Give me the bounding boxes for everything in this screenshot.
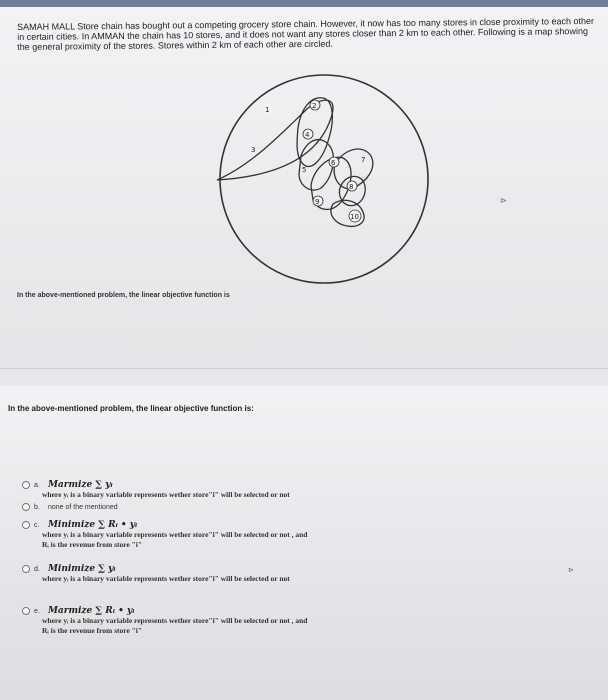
radio-option-b[interactable] [22,503,30,511]
option-b[interactable] [22,503,118,511]
option-c-formula: Minimize ∑ Rᵢ • yᵢ [47,520,138,530]
option-a-line-1: where yᵢ is a binary variable represents wether store"i" will be selected or not [42,490,290,499]
option-a-formula: Marmize ∑ yᵢ [47,480,113,490]
option-a[interactable] [22,480,290,500]
option-a-letter: a. [34,482,40,489]
store-label-8: 8 [349,183,354,191]
question-title: In the above-mentioned problem, the linear objective function is: [8,404,254,413]
store-proximity-map [213,68,435,290]
option-d-line-1: where yᵢ is a binary variable represents wether store"i" will be selected or not [42,574,290,583]
store-label-9: 9 [315,198,320,206]
option-e-letter: e. [34,608,40,615]
store-label-7: 7 [361,156,366,164]
option-d[interactable] [22,564,290,584]
option-c-letter: c. [34,522,40,529]
question-panel [0,386,608,700]
store-label-10: 10 [350,213,359,221]
option-d-letter: d. [34,566,40,573]
store-label-3: 3 [251,146,256,154]
city-boundary [220,75,428,283]
scroll-marker: ⊳ [500,196,507,205]
option-b-text: none of the mentioned [47,503,118,511]
top-question-text: In the above-mentioned problem, the linear objective function is [17,292,230,299]
radio-option-e[interactable] [22,607,30,615]
store-label-2: 2 [312,102,317,110]
scroll-marker-bottom: ⊳ [568,567,574,574]
option-c-line-2: Rᵢ is the revenue from store "i" [42,540,143,549]
option-d-formula: Minimize ∑ yᵢ [47,564,116,574]
option-e-line-1: where yᵢ is a binary variable represents wether store"i" will be selected or not , and [42,616,308,625]
store-label-4: 4 [305,131,310,139]
option-e-formula: Marmize ∑ Rᵢ • yᵢ [47,606,135,616]
store-label-5: 5 [302,166,307,174]
option-b-letter: b. [34,503,40,511]
radio-option-a[interactable] [22,481,30,489]
option-e-line-2: Rᵢ is the revenue from store "i" [42,626,143,635]
option-e[interactable] [22,606,307,636]
problem-intro: SAMAH MALL Store chain has bought out a competing grocery store chain. However, it now has too many stores in close proximity to each other in certain cities. In AMMAN the chain has 10 stores, and it does not want any stores closer than 2 km to each other. Following is a map showing the general proximity of the stores. Stores within 2 km of each other are circled. [17,15,595,52]
store-label-6: 6 [331,159,336,167]
radio-option-c[interactable] [22,521,30,529]
option-c[interactable] [22,520,307,550]
option-c-line-1: where yᵢ is a binary variable represents wether store"i" will be selected or not , and [42,530,308,539]
top-rule [0,0,608,7]
radio-option-d[interactable] [22,565,30,573]
store-label-1: 1 [265,106,270,114]
